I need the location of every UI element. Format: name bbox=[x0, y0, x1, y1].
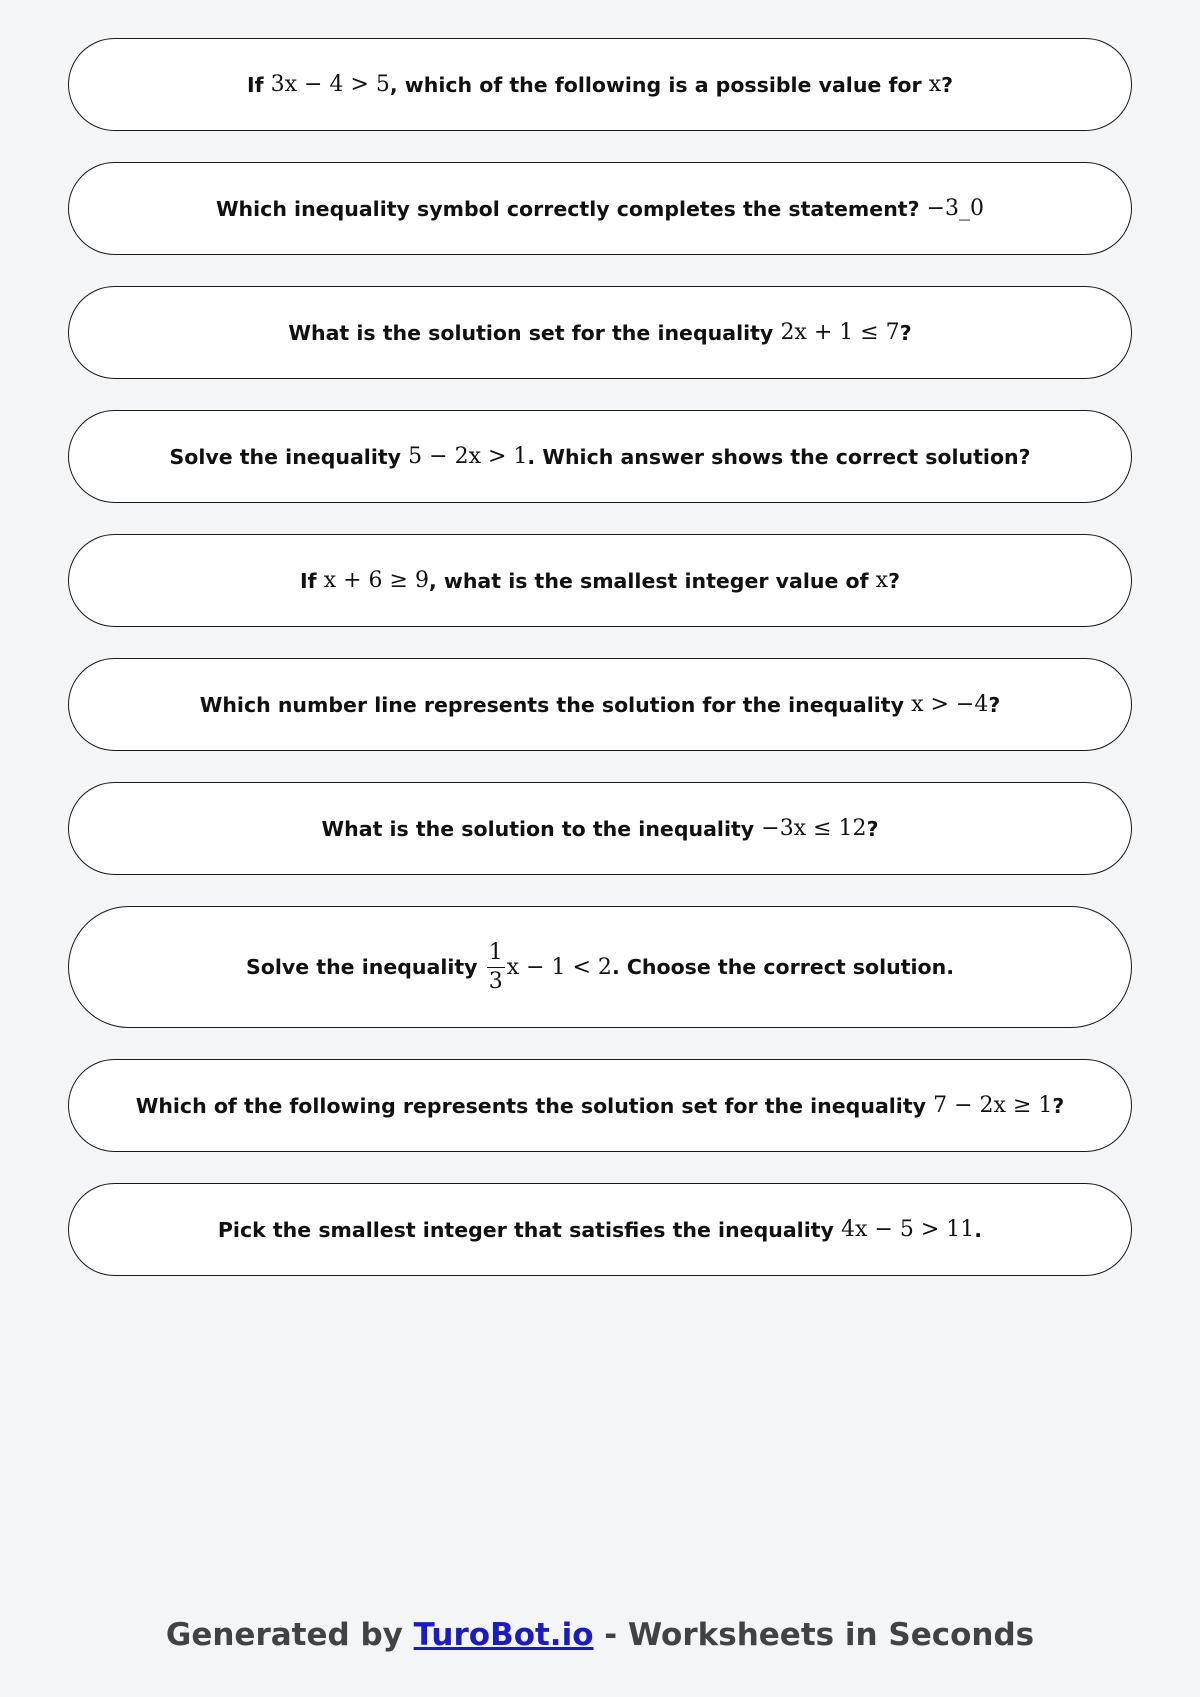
question-text-part: ? bbox=[888, 568, 900, 593]
math-expression: x − 1 < 2 bbox=[506, 954, 612, 980]
question-text bbox=[322, 816, 879, 841]
fraction-denominator: 3 bbox=[488, 968, 503, 994]
math-expression: 3x − 4 > 5 bbox=[270, 72, 390, 97]
question-text bbox=[200, 692, 1001, 717]
math-expression: 5 − 2x > 1 bbox=[408, 444, 528, 469]
question-text-part: What is the solution to the inequality bbox=[321, 816, 755, 841]
footer-suffix: - Worksheets in Seconds bbox=[593, 1617, 1035, 1653]
math-expression: 7 − 2x ≥ 1 bbox=[933, 1093, 1053, 1118]
question-text-part: Pick the smallest integer that satisfies the inequality bbox=[217, 1217, 834, 1242]
question-text-part: ? bbox=[988, 692, 1001, 717]
question-text-part: , which of the following is a possible value for bbox=[389, 72, 922, 97]
question-text-part: Solve the inequality bbox=[245, 955, 478, 979]
question-7 bbox=[68, 782, 1132, 875]
question-text-part: ? bbox=[866, 816, 879, 841]
question-5 bbox=[68, 534, 1132, 627]
question-9 bbox=[68, 1059, 1132, 1152]
question-10 bbox=[68, 1183, 1132, 1276]
question-1 bbox=[68, 38, 1132, 131]
question-text-part: Which of the following represents the solution set for the inequality bbox=[135, 1093, 926, 1118]
question-text-part: Which number line represents the solution for the inequality bbox=[199, 692, 904, 717]
question-8 bbox=[68, 906, 1132, 1028]
fraction bbox=[487, 939, 505, 994]
question-text-part: ? bbox=[1052, 1093, 1065, 1118]
question-text bbox=[216, 196, 984, 221]
question-list bbox=[68, 38, 1132, 1307]
math-expression: 4x − 5 > 11 bbox=[841, 1217, 975, 1242]
math-expression: x + 6 ≥ 9 bbox=[323, 568, 429, 593]
question-text-part: . Choose the correct solution. bbox=[611, 955, 954, 979]
question-text-part: . Which answer shows the correct solution? bbox=[527, 444, 1031, 469]
question-text bbox=[288, 320, 911, 345]
question-text-part: If bbox=[246, 72, 264, 97]
question-text-part: . bbox=[974, 1217, 983, 1242]
math-expression: −3x ≤ 12 bbox=[761, 816, 867, 841]
question-2 bbox=[68, 162, 1132, 255]
question-4 bbox=[68, 410, 1132, 503]
question-text-part: , what is the smallest integer value of bbox=[428, 568, 869, 593]
question-6 bbox=[68, 658, 1132, 751]
question-text bbox=[136, 1093, 1065, 1118]
question-text-part: What is the solution set for the inequality bbox=[288, 320, 774, 345]
math-expression: x > −4 bbox=[911, 692, 989, 717]
footer-prefix: Generated by bbox=[165, 1617, 414, 1653]
question-text bbox=[300, 568, 900, 593]
question-text bbox=[245, 939, 954, 994]
question-text-part: ? bbox=[941, 72, 954, 97]
fraction-numerator: 1 bbox=[487, 942, 505, 968]
math-expression: x bbox=[875, 568, 889, 593]
question-text-part: Which inequality symbol correctly completes the statement? bbox=[215, 196, 920, 221]
math-expression: −3_0 bbox=[926, 196, 985, 221]
math-expression: 2x + 1 ≤ 7 bbox=[780, 320, 900, 345]
question-text bbox=[169, 444, 1030, 469]
question-text bbox=[218, 1217, 982, 1242]
footer-credit bbox=[0, 1617, 1200, 1653]
question-text-part: Solve the inequality bbox=[169, 444, 402, 469]
question-text-part: ? bbox=[899, 320, 912, 345]
question-text-part: If bbox=[300, 568, 317, 593]
question-3 bbox=[68, 286, 1132, 379]
math-expression: x bbox=[928, 72, 942, 97]
question-text bbox=[247, 72, 953, 97]
turobot-link[interactable]: TuroBot.io bbox=[413, 1617, 594, 1653]
